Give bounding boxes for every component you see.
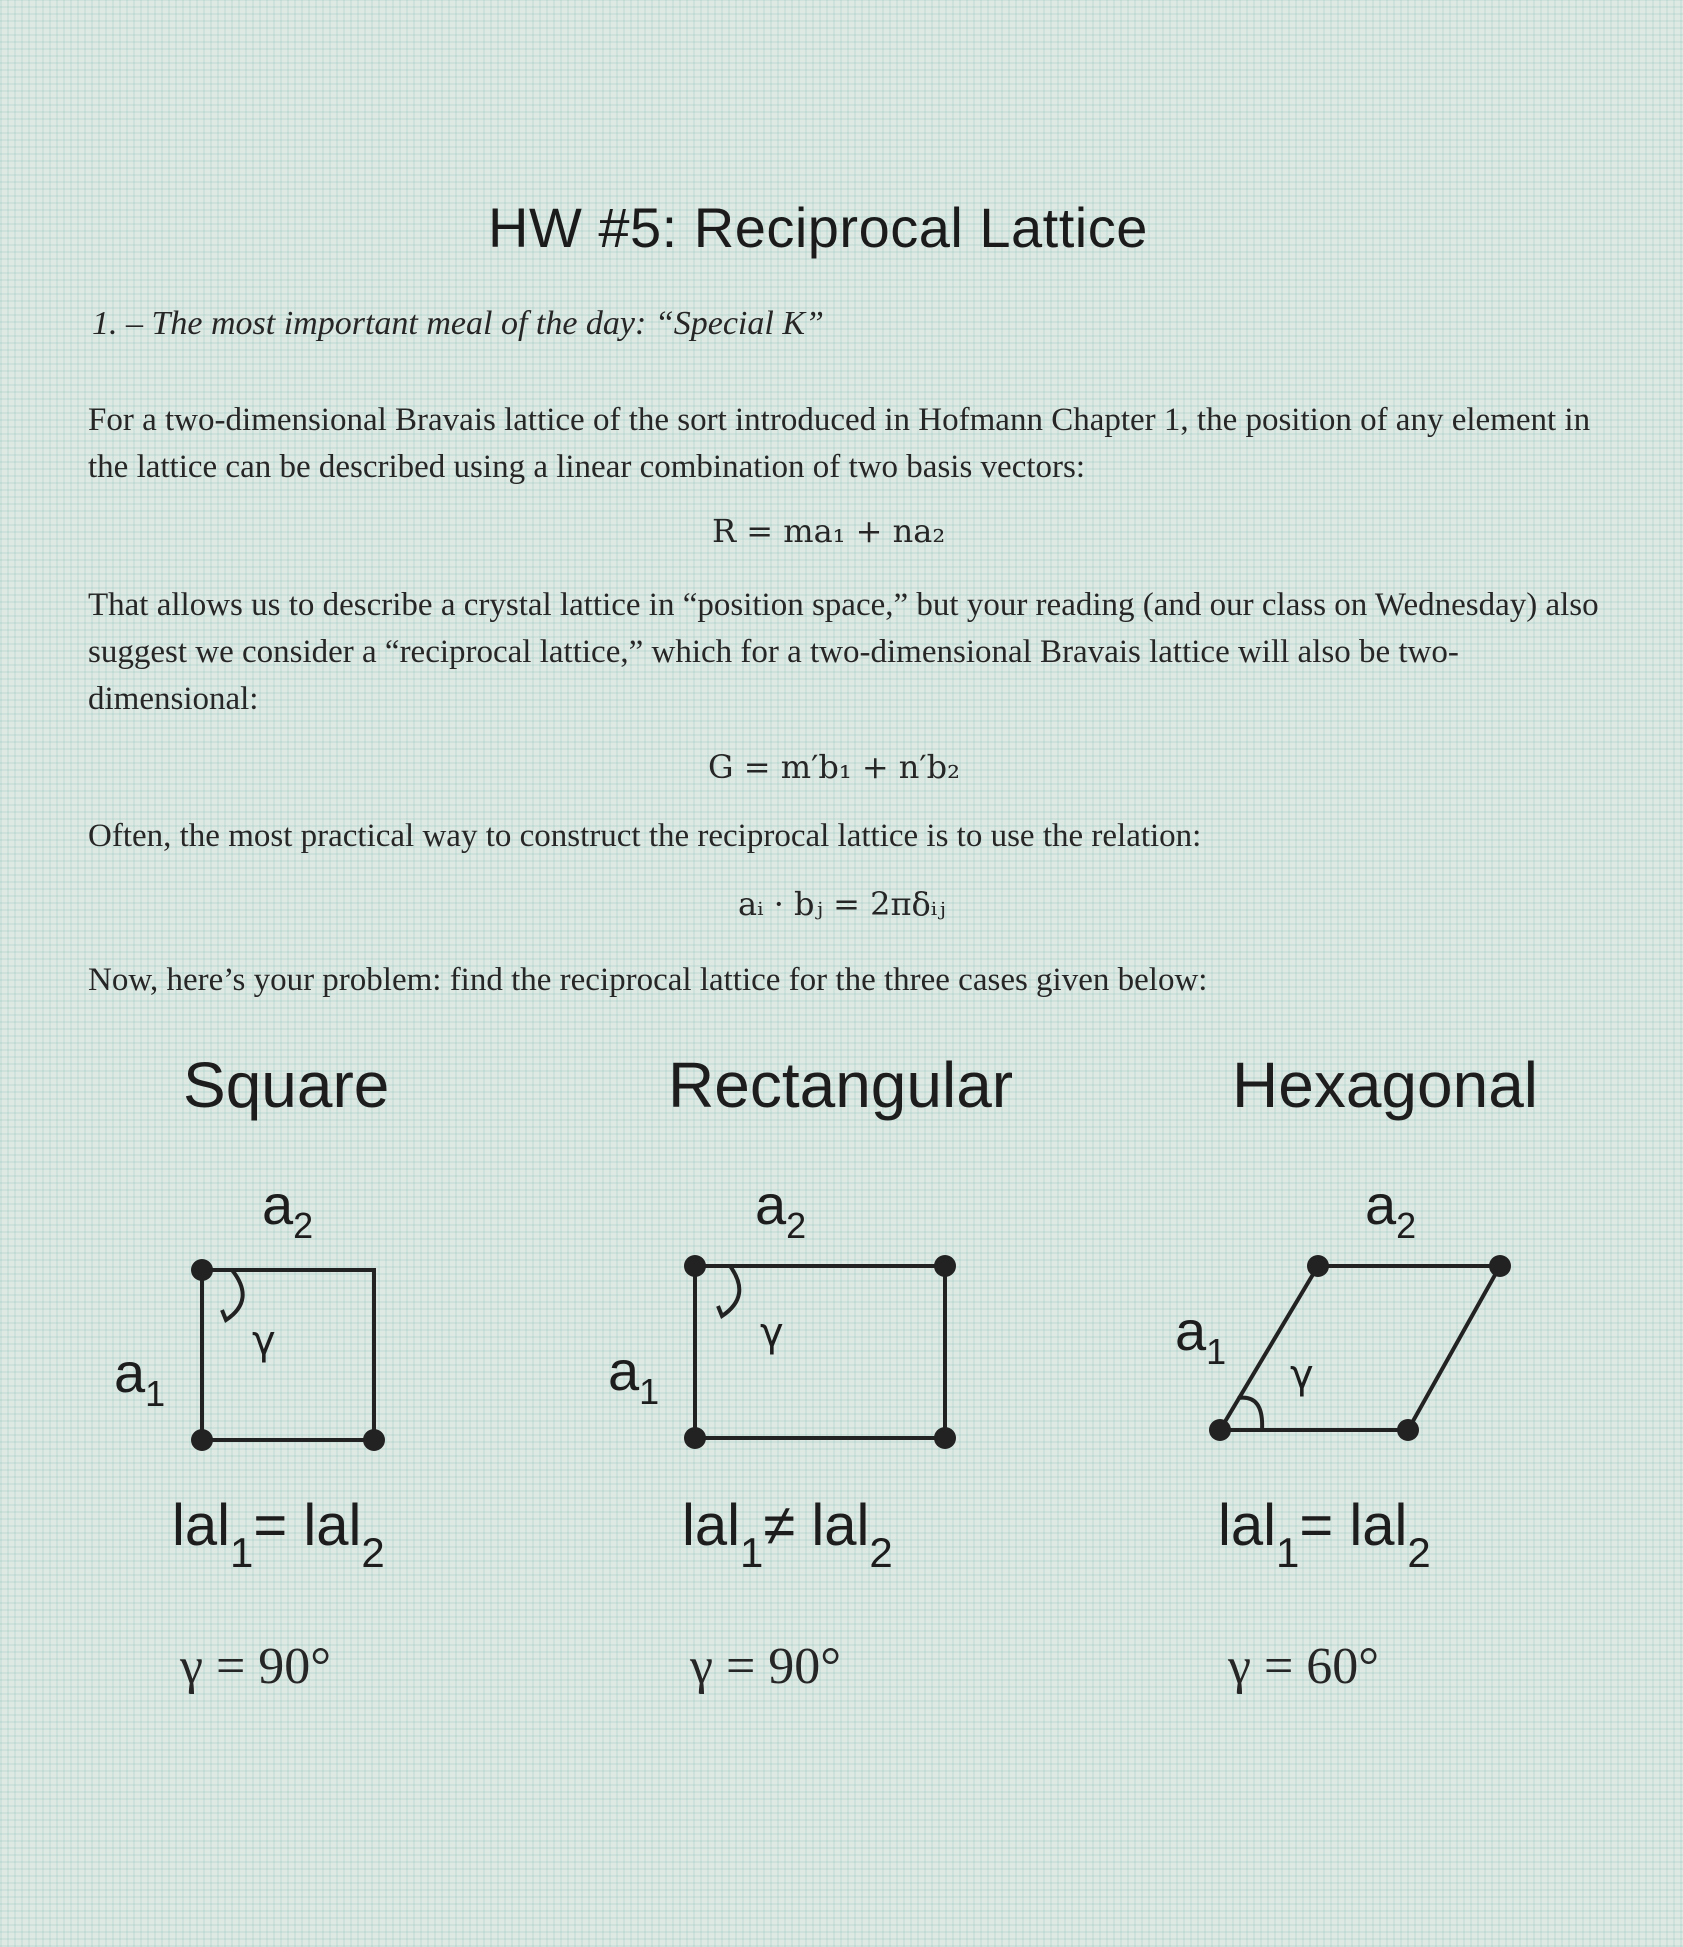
square-a2-label: $a_2$ [262, 1173, 314, 1246]
lattice-point [684, 1255, 706, 1277]
rectangular-angle-value: γ = 90° [690, 1638, 842, 1695]
hexagonal-angle-arc [1238, 1398, 1262, 1430]
hexagonal-gamma-label: γ [1290, 1352, 1314, 1398]
hexagonal-angle-value: γ = 60° [1228, 1638, 1380, 1695]
case-title-hexagonal: Hexagonal [1232, 1049, 1538, 1121]
square-angle-value: γ = 90° [180, 1638, 332, 1695]
rectangular-a2-label: $a_2$ [755, 1173, 807, 1246]
paragraph-problem: Now, here’s your problem: find the reciprocal lattice for the three cases given below: [88, 962, 1208, 998]
problem-heading: 1. – The most important meal of the day: “Special K” [92, 305, 824, 342]
rectangular-magnitude-relation: lal$_1$≠ lal$_2$ [682, 1493, 893, 1576]
case-title-rectangular: Rectangular [668, 1049, 1014, 1121]
lattice-point [1489, 1255, 1511, 1277]
hexagonal-a1-label: $a_1$ [1175, 1299, 1227, 1372]
lattice-point [1397, 1419, 1419, 1441]
equation-position: R = ma₁ + na₂ [712, 512, 946, 550]
square-cell [202, 1270, 374, 1440]
paragraph-intro: For a two-dimensional Bravais lattice of the sort introduced in Hofmann Chapter 1, the position of any element in the lattice can be described using a linear combination of two basis vectors: [88, 402, 1591, 485]
square-angle-arc [222, 1270, 243, 1320]
lattice-point [934, 1427, 956, 1449]
paragraph-reciprocal: That allows us to describe a crystal lattice in “position space,” but your reading (and our class on Wednesday) also suggest we consider a “reciprocal lattice,” which for a two-dimensional Bravais lattice will also be two-dimensional: [88, 587, 1599, 717]
equation-reciprocal: G = m′b₁ + n′b₂ [708, 748, 960, 786]
rectangular-angle-arc [718, 1266, 739, 1316]
lattice-point [191, 1259, 213, 1281]
case-title-square: Square [183, 1049, 390, 1121]
square-magnitude-relation: lal$_1$= lal$_2$ [172, 1493, 385, 1576]
lattice-point [684, 1427, 706, 1449]
lattice-point [191, 1429, 213, 1451]
page-title: HW #5: Reciprocal Lattice [488, 196, 1148, 259]
lattice-point [934, 1255, 956, 1277]
hexagonal-cell [1220, 1266, 1500, 1430]
lattice-point [1209, 1419, 1231, 1441]
paragraph-relation: Often, the most practical way to construct the reciprocal lattice is to use the relation: [88, 818, 1202, 854]
square-gamma-label: γ [252, 1318, 276, 1364]
hexagonal-a2-label: $a_2$ [1365, 1173, 1417, 1246]
rectangular-gamma-label: γ [760, 1310, 784, 1356]
rectangular-a1-label: $a_1$ [608, 1339, 660, 1412]
hexagonal-magnitude-relation: lal$_1$= lal$_2$ [1218, 1493, 1431, 1576]
lattice-point [1307, 1255, 1329, 1277]
rectangular-cell [695, 1266, 945, 1438]
square-a1-label: $a_1$ [114, 1341, 166, 1414]
equation-relation: aᵢ · bⱼ = 2πδᵢⱼ [738, 885, 946, 923]
lattice-point [363, 1429, 385, 1451]
